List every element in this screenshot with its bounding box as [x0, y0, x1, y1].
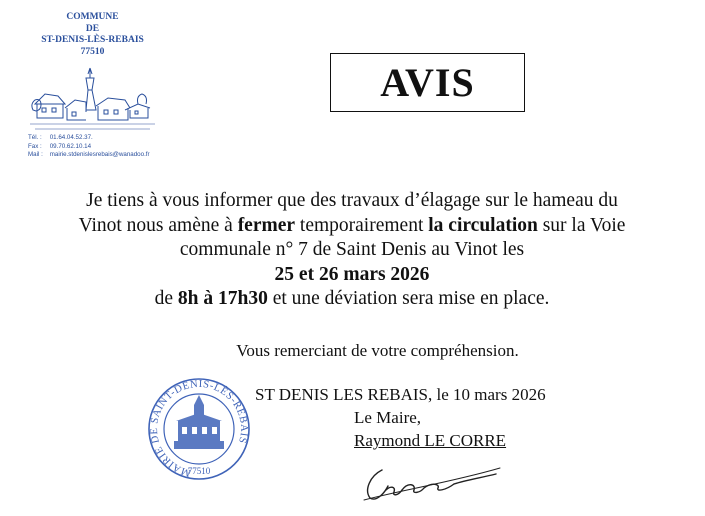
signature-name: Raymond LE CORRE	[354, 431, 507, 450]
stamp-ring-text: MAIRIE DE SAINT-DENIS-LÈS-REBAIS	[148, 378, 250, 479]
body-close-word: fermer	[237, 214, 296, 236]
phone-row	[28, 134, 178, 143]
commune-de: DE	[85, 23, 100, 34]
body-line-2-e: sur la Voie	[537, 214, 626, 236]
closure-dates: 25 et 26 mars 2026	[274, 263, 430, 285]
commune-name: ST-DENIS-LÈS-REBAIS	[41, 35, 144, 45]
closure-hours: 8h à 17h30	[177, 288, 268, 309]
body-line-5-a: de	[154, 288, 178, 309]
contact-block	[28, 134, 178, 160]
phone-value: 01.64.04.52.37.	[49, 134, 93, 141]
notice-body	[30, 189, 674, 312]
mail-value: mairie.stdenislesrebais@wanadoo.fr	[49, 151, 150, 159]
body-dates	[30, 263, 674, 288]
commune-postcode: 77510	[80, 46, 105, 57]
body-traffic-word: la circulation	[428, 214, 538, 236]
thanks-line: Vous remerciant de votre compréhension.	[236, 341, 519, 360]
signature-place-date: ST DENIS LES REBAIS, le 10 mars 2026	[255, 385, 546, 404]
fax-row	[28, 143, 178, 152]
village-logo	[30, 66, 155, 136]
body-line-5-c: et une déviation sera mise en place.	[267, 288, 550, 309]
body-line-5	[30, 287, 674, 312]
stamp-postcode: 77510	[187, 466, 211, 476]
handwritten-signature	[362, 460, 502, 502]
fax-value: 09.70.62.10.14	[49, 142, 92, 150]
body-line-1: Je tiens à vous informer que des travaux d’élagage sur le hameau du	[86, 190, 618, 211]
fax-label: Fax :	[28, 142, 42, 150]
body-line-2-a: Vinot nous amène à	[78, 214, 238, 236]
notice-title-box	[330, 53, 525, 112]
stamp-building-icon	[174, 395, 224, 449]
body-line-2-c: temporairement	[295, 214, 429, 236]
notice-title: AVIS	[380, 60, 475, 105]
body-line-3: communale n° 7 de Saint Denis au Vinot les	[179, 239, 525, 260]
commune-label: COMMUNE	[66, 12, 119, 22]
mail-row	[28, 151, 178, 160]
phone-label: Tél. :	[28, 134, 42, 141]
town-hall-stamp	[146, 375, 252, 485]
signature-role: Le Maire,	[354, 408, 422, 427]
commune-header	[30, 12, 155, 58]
mail-label: Mail :	[28, 151, 43, 159]
body-line-2	[30, 214, 674, 239]
